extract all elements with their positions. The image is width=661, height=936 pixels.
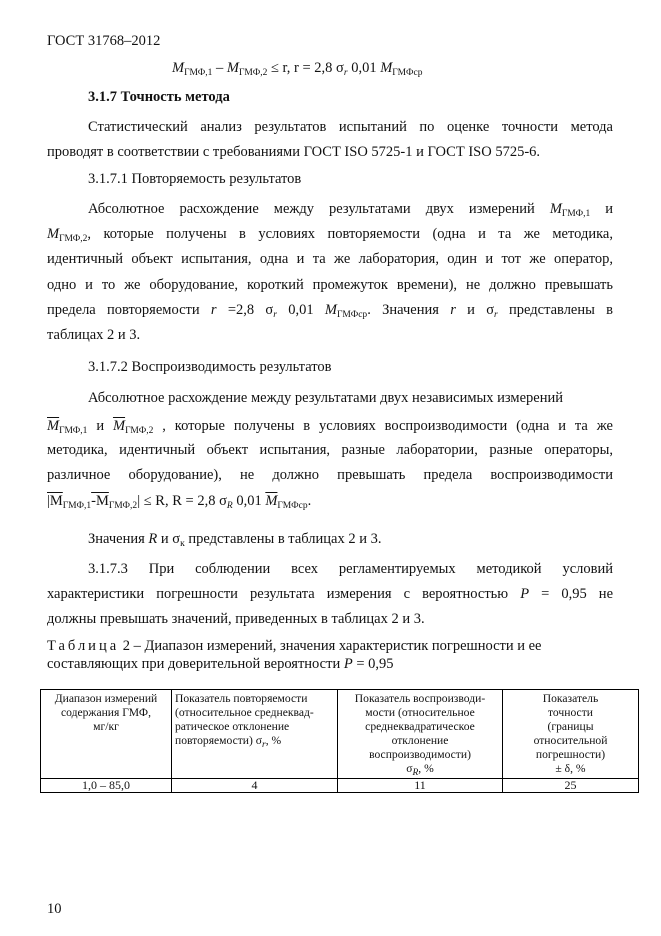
subsection-repeatability-title: 3.1.7.1 Повторяемость результатов (88, 171, 302, 187)
table-header-row (41, 690, 639, 779)
cell-range: 1,0 – 85,0 (41, 779, 172, 793)
header-reproducibility: Показатель воспроизводи- мости (относительное среднеквадратическое отклонение воспроизводимости) $\sigma_R$, % (338, 690, 503, 779)
section-heading: 3.1.7 Точность метода (88, 89, 230, 105)
document-header: ГОСТ 31768–2012 (47, 33, 161, 49)
intro-paragraph: Статистический анализ результатов испытаний по оценке точности метода проводят в соответствии с требованиями ГОСТ ISO 5725-1 и ГОСТ ISO 5725-6. (47, 119, 613, 161)
values-line: Значения R и $\sigma_к$ представлены в таблицах 2 и 3. (88, 531, 382, 549)
accuracy-paragraph: 3.1.7.3 При соблюдении всех регламентируемых методикой условий характеристики погрешности результата измерения с вероятностью P = 0,95 не должны превышать значений, приведенных в таблицах 2 и 3. (47, 561, 614, 628)
formula-repeatability: $M_{ГМФ,1} - M_{ГМФ,2} \le r$, r = 2,8 $\sigma_r$ 0,01 $M_{ГМФср}$ (172, 60, 423, 78)
cell-repeatability: 4 (172, 779, 338, 793)
reproducibility-paragraph: Абсолютное расхождение между результатами двух независимых измерений $\overline{M}_{ГМФ,1}$ и $\overline{M}_{ГМФ,2}$ , которые получены в условиях воспроизводимости (одна и та же методика, идентичный объект испытания, разные лаборатории, разные операторы, различное оборудование), не должно превышать предела воспроизводимости $|M_{ГМФ,1}-M_{ГМФ,2}| \le R$, R = 2,8 $\sigma_R$ 0,01 $\overline{M}_{ГМФср}$. (47, 390, 613, 511)
header-repeatability: Показатель повторяемости (относительное среднеквад- ратическое отклонение повторяемости) $\sigma_r$, % (172, 690, 338, 779)
header-range: Диапазон измерений содержания ГМФ, мг/кг (41, 690, 172, 779)
cell-reproducibility: 11 (338, 779, 503, 793)
repeatability-paragraph: Абсолютное расхождение между результатами двух измерений $M_{ГМФ,1}$ и $M_{ГМФ,2}$, которые получены в условиях повторяемости (одна и та же методика, идентичный объект испытания, одна и та же лаборатория, один и тот же оператор, одно и то же оборудование, короткий промежуток времени), не должно превышать предела повторяемости r =2,8 $\sigma_r$ 0,01 $M_{ГМФср}$. Значения r и $\sigma_r$ представлены в таблицах 2 и 3. (47, 201, 614, 343)
header-accuracy: Показатель точности (границы относительной погрешности) ± δ, % (503, 690, 639, 779)
cell-accuracy: 25 (503, 779, 639, 793)
subsection-reproducibility-title: 3.1.7.2 Воспроизводимость результатов (88, 359, 332, 375)
table-caption: Таблица 2 – Диапазон измерений, значения характеристик погрешности и ее составляющих при доверительной вероятности P = 0,95 (47, 638, 542, 672)
precision-table (40, 689, 639, 793)
page-number: 10 (47, 901, 62, 917)
table-row (41, 779, 639, 793)
